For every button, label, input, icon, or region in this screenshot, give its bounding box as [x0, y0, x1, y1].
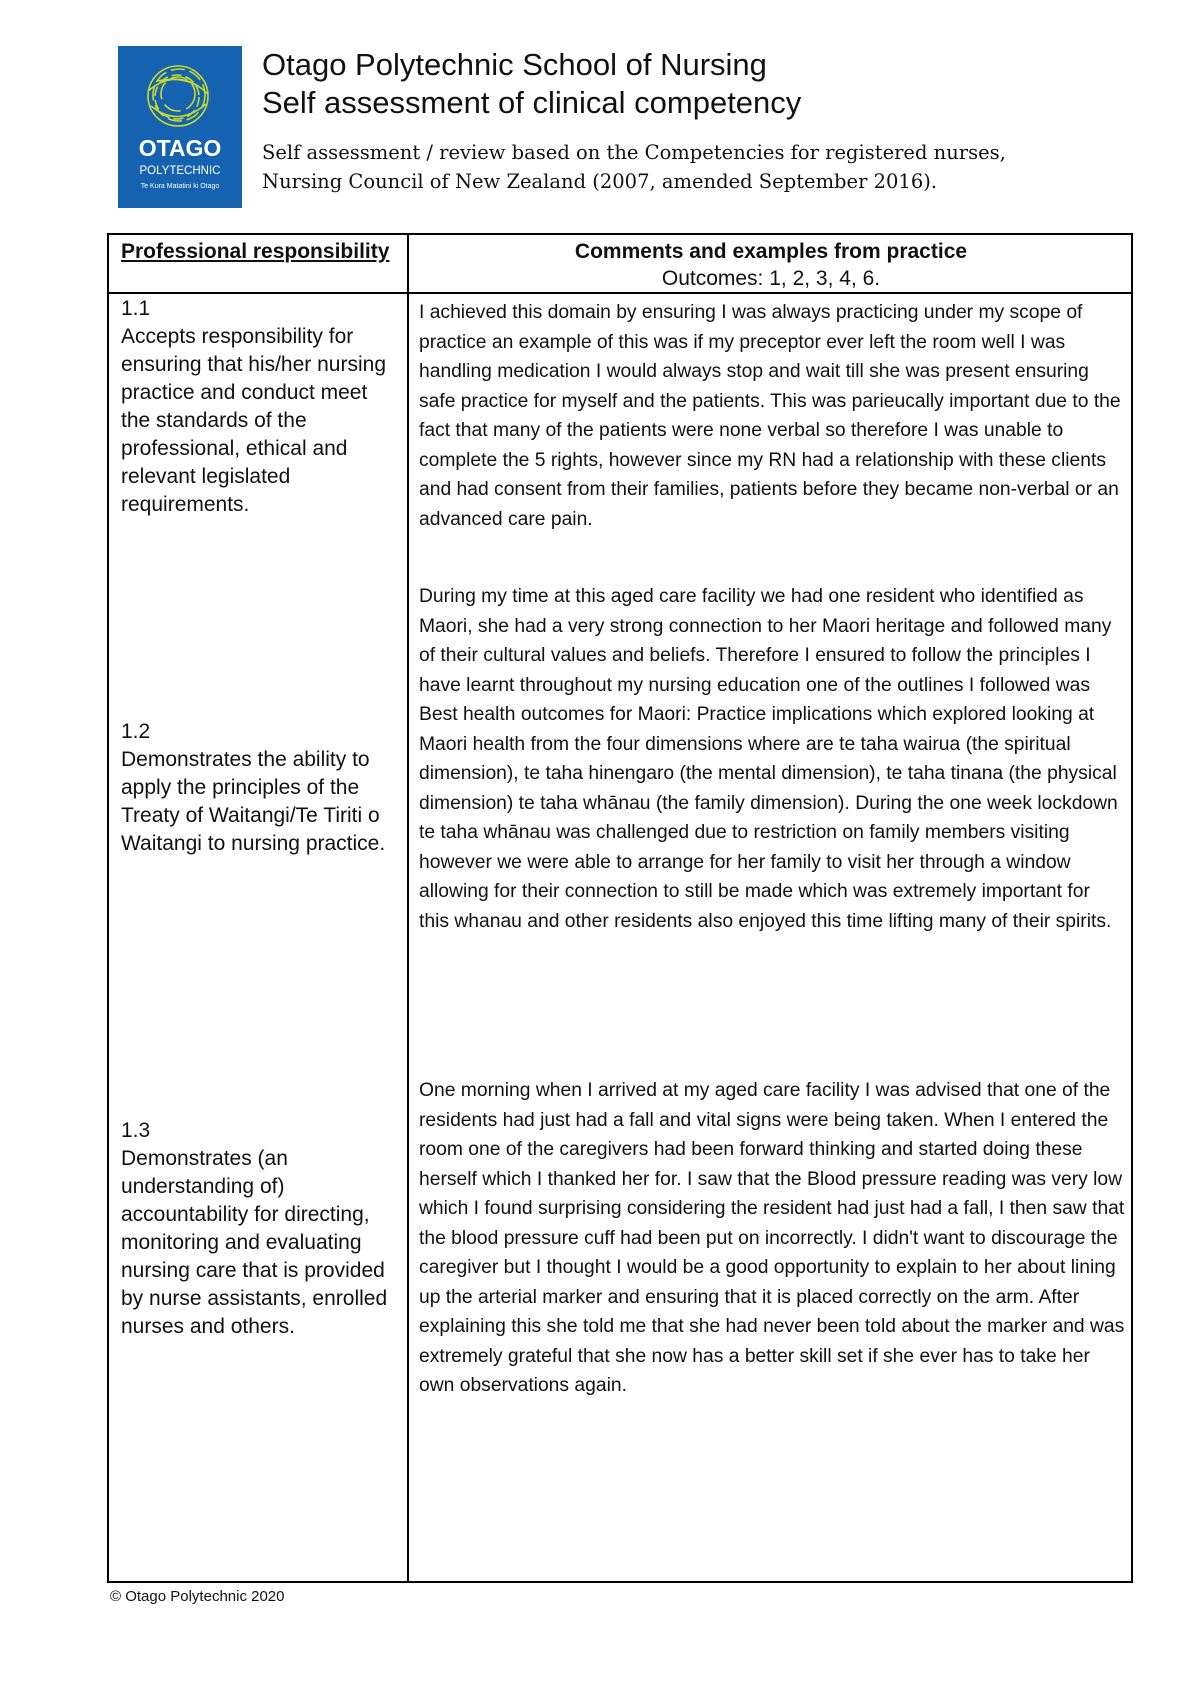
competency-text: Accepts responsibility for ensuring that his/her nursing practice and conduct meet the standards of the professional, ethical and relevant legislated requirements. [121, 325, 386, 516]
comment-1-3: One morning when I arrived at my aged care facility I was advised that one of the residents had just had a fall and vital signs were being taken. When I entered the room one of the caregivers had been forward thinking and started doing these herself which I thanked her for. I saw that the Blood pressure reading was very low which I found surprising considering the resident had just had a fall, I then saw that the blood pressure cuff had been put on incorrectly. I didn't want to discourage the caregiver but I thought I would be a good opportunity to explain to her about lining up the arterial marker and ensuring that it is placed correctly on the arm. After explaining this she told me that she had never been told about the marker and was extremely grateful that she now has a better skill set if she ever has to take her own observations again. [419, 1080, 1125, 1396]
competency-number: 1.3 [121, 1119, 151, 1142]
header-outcomes: Outcomes: 1, 2, 3, 4, 6. [661, 267, 881, 290]
competency-1-2 [121, 718, 401, 858]
copyright-footer: © Otago Polytechnic 2020 [110, 1588, 285, 1605]
document-title: Otago Polytechnic School of Nursing [262, 47, 767, 82]
logo-sub: POLYTECHNIC [139, 165, 221, 177]
comment-1-1: I achieved this domain by ensuring I was always practicing under my scope of practice an example of this was if my preceptor ever left the room well I was handling medication I would always stop and wait till she was present ensuring safe practice for myself and the patients. This was parieucally important due to the fact that many of the patients were none verbal so therefore I was unable to complete the 5 rights, however since my RN had a relationship with these clients and had consent from their families, patients before they became non-verbal or an advanced care pain. [419, 302, 1121, 530]
logo-graphic [118, 46, 242, 208]
header-professional-responsibility: Professional responsibility [121, 240, 390, 263]
competency-number: 1.2 [121, 720, 151, 743]
competency-1-1 [121, 295, 401, 519]
logo-name: OTAGO [138, 135, 222, 161]
document-description [262, 138, 1162, 196]
comment-1-2: During my time at this aged care facility we had one resident who identified as Maori, she had a very strong connection to her Maori heritage and followed many of their cultural values and beliefs. Therefore I ensured to follow the principles I have learnt throughout my nursing education one of the outlines I followed was Best health outcomes for Maori: Practice implications which explored looking at Maori health from the four dimensions where are te taha wairua (the spiritual dimension), te taha hinengaro (the mental dimension), te taha tinana (the physical dimension) te taha whānau (the family dimension). During the one week lockdown te taha whānau was challenged due to restriction on family members visiting however we were able to arrange for her family to visit her through a window allowing for their connection to still be made which was extremely important for this whanau and other residents also enjoyed this time lifting many of their spirits. [419, 586, 1118, 932]
logo-tagline: Te Kura Matatini ki Otago [140, 183, 220, 190]
competency-number: 1.1 [121, 297, 151, 320]
column-divider [407, 235, 409, 1581]
competency-text: Demonstrates (an understanding of) accountability for directing, monitoring and evaluating nursing care that is provided by nurse assistants, enrolled nurses and others. [121, 1147, 388, 1338]
document-header [262, 46, 1162, 196]
logo-ring-icon [148, 66, 208, 126]
description-line-1: Self assessment / review based on the Competencies for registered nurses, [262, 141, 1006, 164]
header-comments [409, 238, 1133, 292]
otago-polytechnic-logo [118, 46, 242, 208]
description-line-2: Nursing Council of New Zealand (2007, amended September 2016). [262, 170, 938, 193]
competency-table [107, 233, 1133, 1583]
competency-1-3 [121, 1117, 401, 1341]
header-comments-title: Comments and examples from practice [574, 240, 968, 263]
document-subtitle: Self assessment of clinical competency [262, 85, 802, 120]
competency-text: Demonstrates the ability to apply the principles of the Treaty of Waitangi/Te Tiriti o Waitangi to nursing practice. [121, 748, 386, 855]
header-row-divider [109, 292, 1131, 294]
